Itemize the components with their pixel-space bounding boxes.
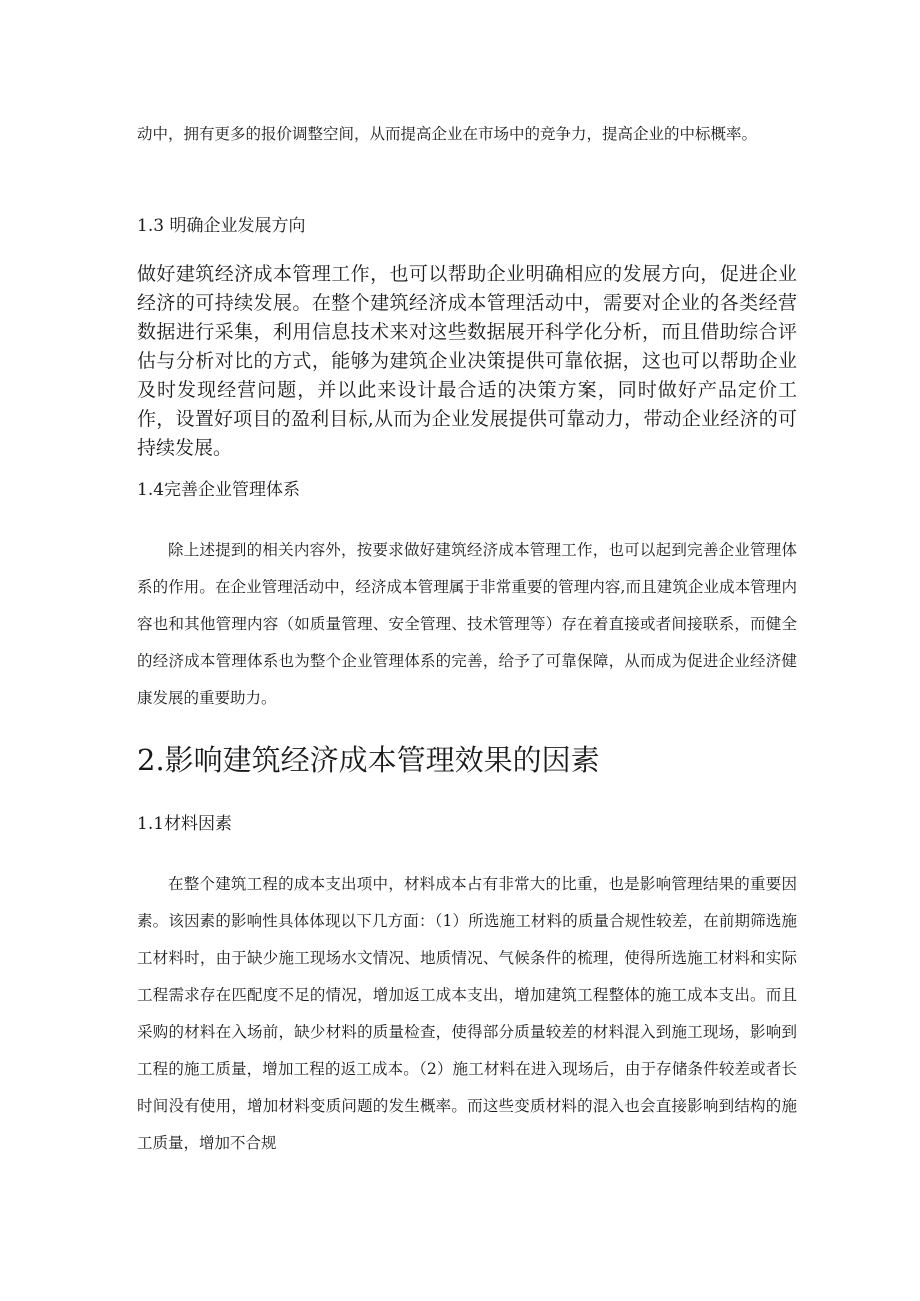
paragraph-1-3: 做好建筑经济成本管理工作，也可以帮助企业明确相应的发展方向，促进企业经济的可持续发展。在整个建筑经济成本管理活动中，需要对企业的各类经营数据进行采集，利用信息技术来对这些数据展开科学化分析，而且借助综合评估与分析对比的方式，能够为建筑企业决策提供可靠依据，这也可以帮助企业及时发现经营问题，并以此来设计最合适的决策方案，同时做好产品定价工作，设置好项目的盈利目标,从而为企业发展提供可靠动力，带动企业经济的可持续发展。 xyxy=(137,263,797,459)
paragraph-2-1: 在整个建筑工程的成本支出项中，材料成本占有非常大的比重，也是影响管理结果的重要因素。该因素的影响性具体体现以下几方面：（1）所选施工材料的质量合规性较差，在前期筛选施工材料时，由于缺少施工现场水文情况、地质情况、气候条件的梳理，使得所选施工材料和实际工程需求存在匹配度不足的情况，增加返工成本支出，增加建筑工程整体的施工成本支出。而且采购的材料在入场前，缺少材料的质量检查，使得部分质量较差的材料混入到施工现场，影响到工程的施工质量，增加工程的返工成本。（2）施工材料在进入现场后，由于存储条件较差或者长时间没有使用，增加材料变质问题的发生概率。而这些变质材料的混入也会直接影响到结构的施工质量，增加不合规 xyxy=(137,875,797,1152)
paragraph-intro: 动中，拥有更多的报价调整空间，从而提高企业在市场中的竞争力，提高企业的中标概率。 xyxy=(137,125,758,143)
chapter-heading-2: 2.影响建筑经济成本管理效果的因素 xyxy=(137,743,600,777)
section-heading-1-3: 1.3 明确企业发展方向 xyxy=(137,216,306,236)
paragraph-1-4: 除上述提到的相关内容外，按要求做好建筑经济成本管理工作，也可以起到完善企业管理体系的作用。在企业管理活动中，经济成本管理属于非常重要的管理内容,而且建筑企业成本管理内容也和其他管理内容（如质量管理、安全管理、技术管理等）存在着直接或者间接联系，而健全的经济成本管理体系也为整个企业管理体系的完善，给予了可靠保障，从而成为促进企业经济健康发展的重要助力。 xyxy=(137,541,797,707)
section-heading-2-1: 1.1材料因素 xyxy=(137,814,233,834)
section-heading-1-4: 1.4完善企业管理体系 xyxy=(137,480,301,500)
